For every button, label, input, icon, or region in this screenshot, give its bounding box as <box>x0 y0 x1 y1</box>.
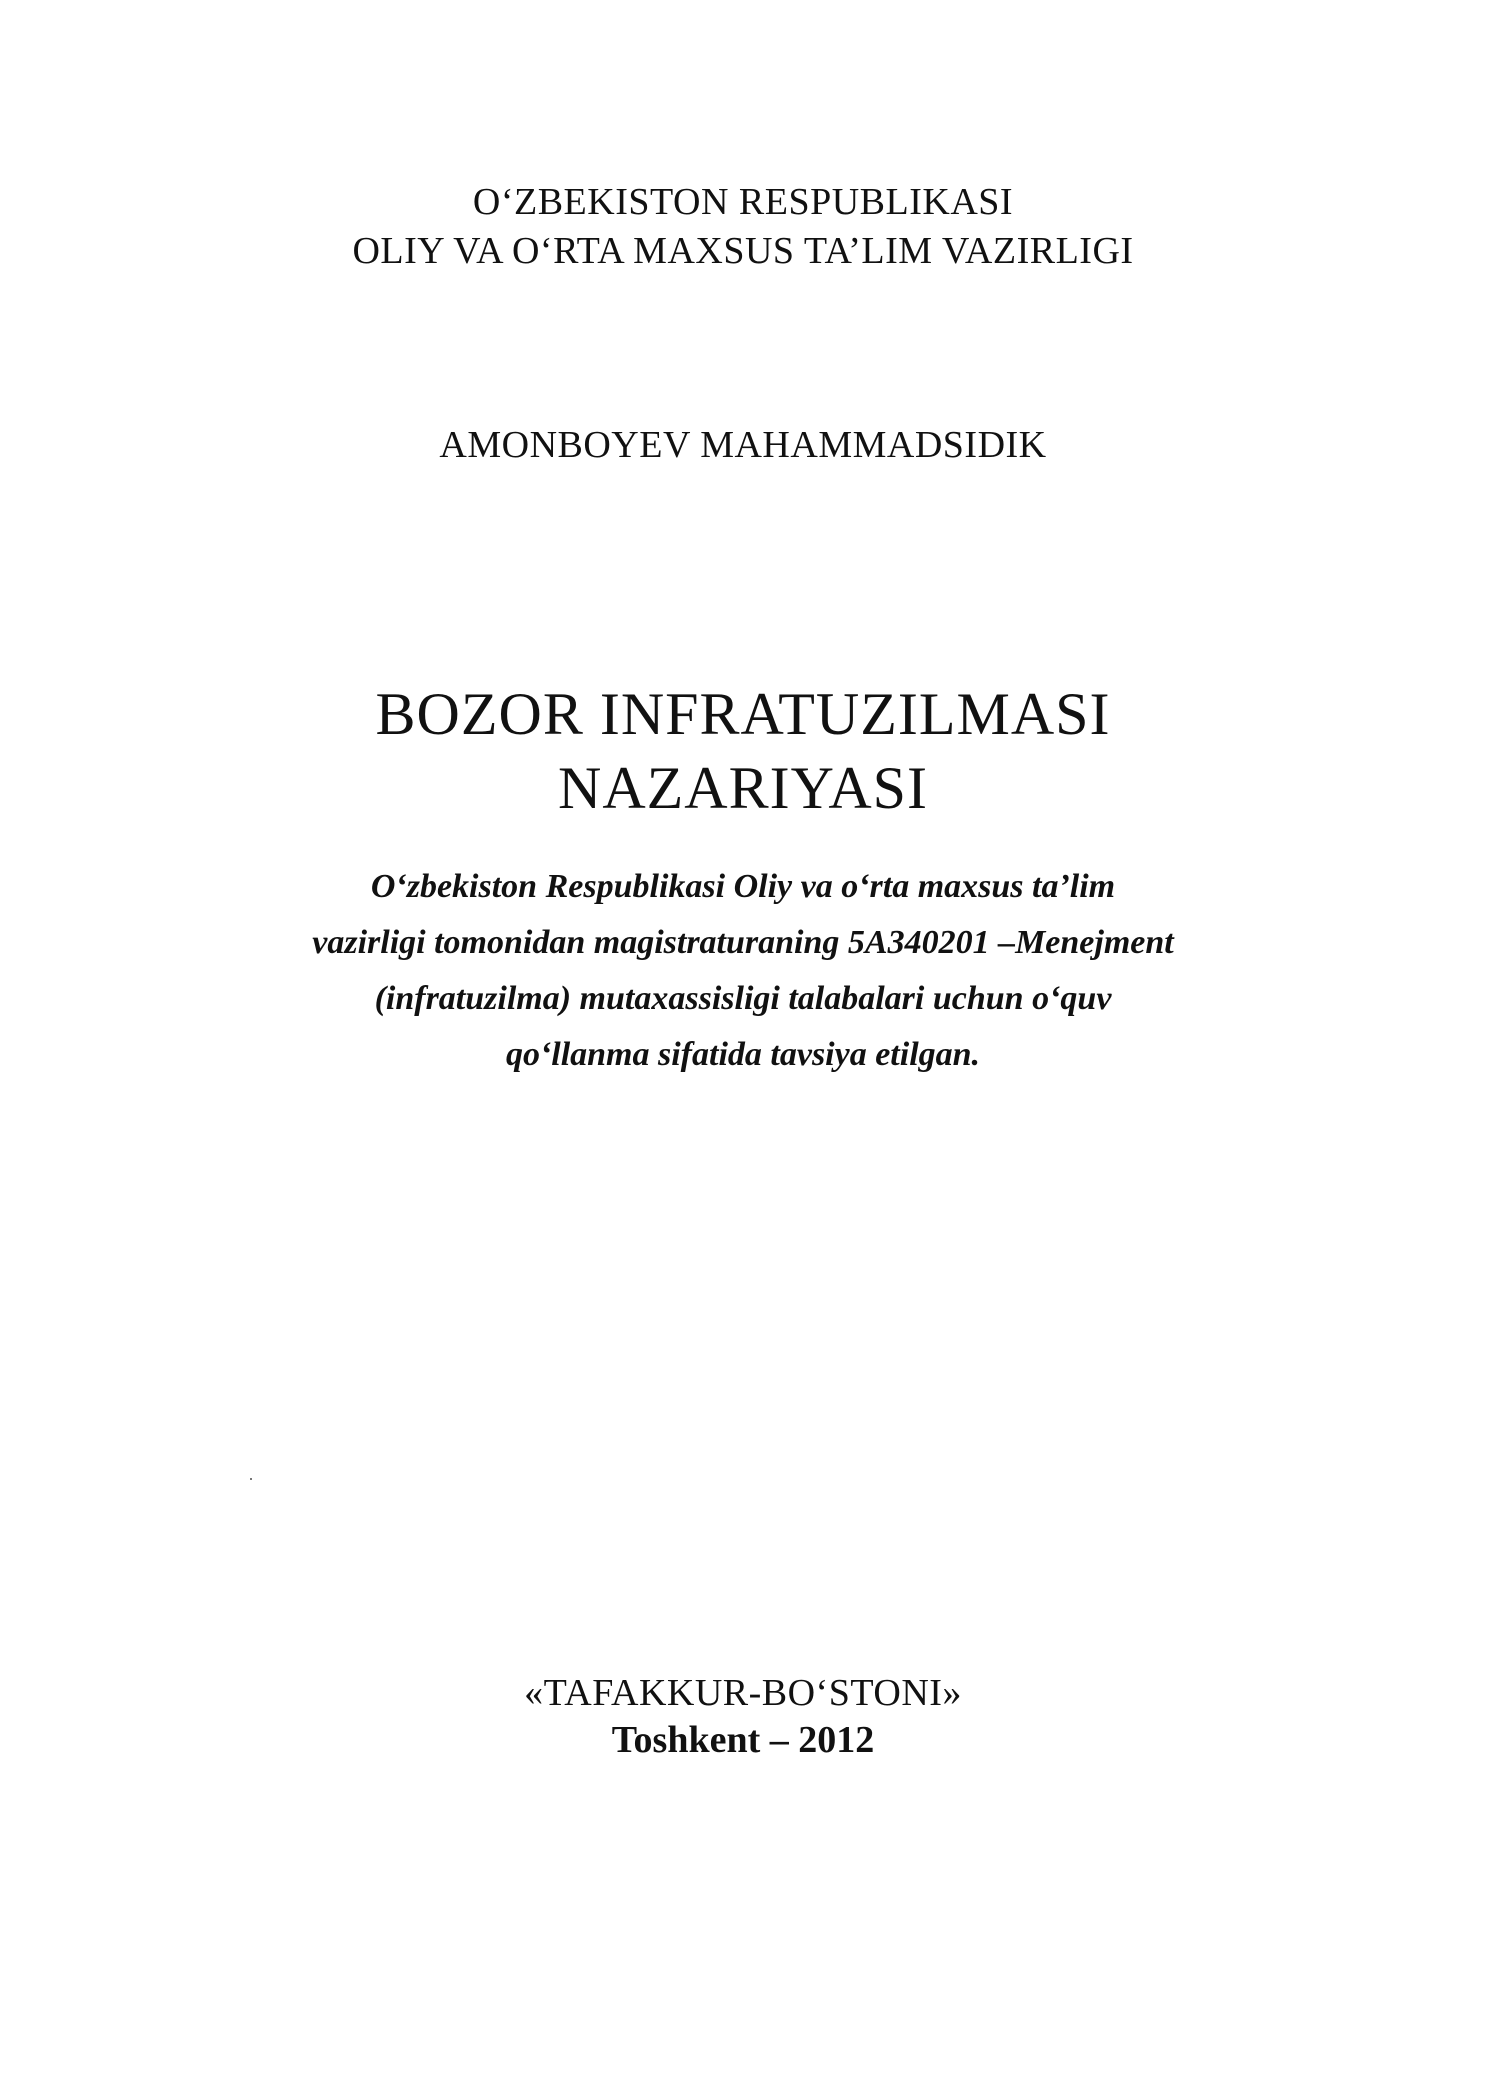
book-title-line-1: BOZOR INFRATUZILMASI <box>375 681 1111 747</box>
recommendation-line-1: O‘zbekiston Respublikasi Oliy va o‘rta maxsus ta’lim <box>370 868 1116 905</box>
recommendation-line-4: qo‘llanma sifatida tavsiya etilgan. <box>505 1036 981 1073</box>
publisher-name: «TAFAKKUR-BO‘STONI» <box>524 1672 962 1714</box>
scan-speck <box>250 1478 252 1480</box>
author-name: AMONBOYEV MAHAMMADSIDIK <box>439 424 1047 466</box>
book-title-line-2: NAZARIYASI <box>558 755 928 821</box>
ministry-heading: OLIY VA O‘RTA MAXSUS TA’LIM VAZIRLIGI <box>352 230 1134 272</box>
recommendation-line-2: vazirligi tomonidan magistraturaning 5A340201 –Menejment <box>312 924 1174 961</box>
country-heading: O‘ZBEKISTON RESPUBLIKASI <box>472 181 1014 223</box>
publication-place-year: Toshkent – 2012 <box>611 1719 875 1761</box>
recommendation-line-3: (infratuzilma) mutaxassisligi talabalari uchun o‘quv <box>374 980 1112 1017</box>
